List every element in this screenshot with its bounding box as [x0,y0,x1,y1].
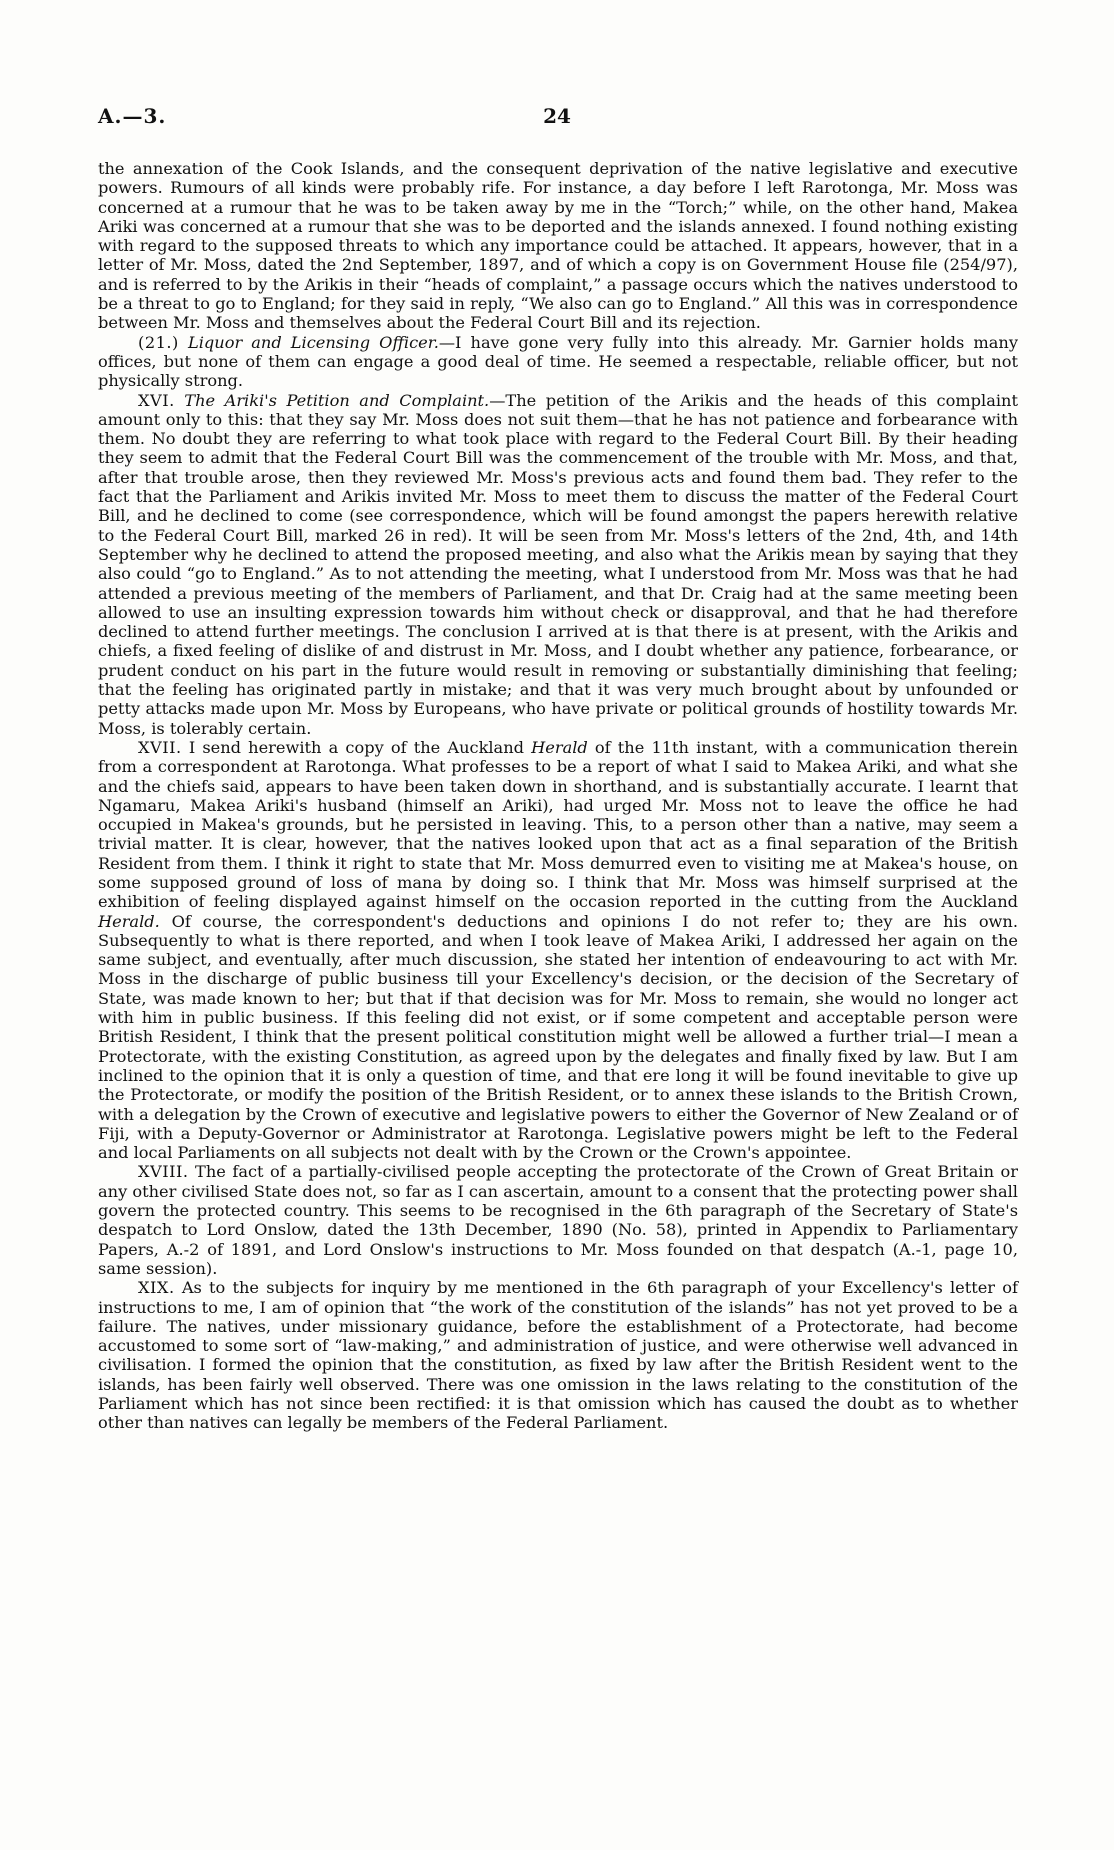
section-heading: Liquor and Licensing Officer. [187,332,439,352]
paragraph-text: of the 11th instant, with a communication therein from a correspondent at Rarotonga. What professes to be a report of what I said to Makea Ariki, and what she and the chiefs said, appears to have been taken down in shorthand, and is substantially accurate. I learnt that Ngamaru, Makea Ariki's husband (himself an Ariki), had urged Mr. Moss not to leave the office he had occupied in Makea's grounds, but he persisted in leaving. This, to a person other than a native, may seem a trivial matter. It is clear, however, that the natives looked upon that act as a final separation of the British Resident from them. I think it right to state that Mr. Moss demurred even to visiting me at Makea's house, on some supposed ground of loss of mana by doing so. I think that Mr. Moss was himself surprised at the exhibition of feeling displayed against himself on the occasion reported in the cutting from the Auckland [98,737,1018,912]
newspaper-title: Herald. [98,911,160,931]
page-number: 24 [543,104,571,128]
paragraph-xvii [98,738,1018,1163]
section-number: (21.) [138,332,179,352]
paragraph-liquor-officer [98,333,1018,391]
section-heading: The Ariki's Petition and Complaint. [184,390,490,410]
paragraph-text: Of course, the correspondent's deductions and opinions I do not refer to; they are his own. Subsequently to what is there reported, and when I took leave of Makea Ariki, I addressed her again on the same subject, and eventually, after much discussion, she stated her intention of endeavouring to act with Mr. Moss in the discharge of public business till your Excellency's decision, or the decision of the Secretary of State, was made known to her; but that if that decision was for Mr. Moss to remain, she would no longer act with him in public business. If this feeling did not exist, or if some competent and acceptable person were British Resident, I think that the present political constitution might well be allowed a further trial—I mean a Protectorate, with the existing Constitution, as agreed upon by the delegates and finally fixed by law. But I am inclined to the opinion that it is only a question of time, and that ere long it will be found inevitable to give up the Protectorate, or modify the position of the British Resident, or to annex these islands to the British Crown, with a delegation by the Crown of executive and legislative powers to either the Governor of New Zealand or of Fiji, with a Deputy-Governor or Administrator at Rarotonga. Legislative powers might be left to the Federal and local Parliaments on all subjects not dealt with by the Crown or the Crown's appointee. [98,911,1018,1163]
section-number: XVIII. [138,1162,189,1182]
paragraph-text: As to the subjects for inquiry by me mentioned in the 6th paragraph of your Excellency's letter of instructions to me, I am of opinion that “the work of the constitution of the islands” has not yet proved to be a failure. The natives, under missionary guidance, before the establishment of a Protectorate, had become accustomed to some sort of “law-making,” and administration of justice, and were otherwise well advanced in civilisation. I formed the opinion that the constitution, as fixed by law after the British Resident went to the islands, has been fairly well observed. There was one omission in the laws relating to the constitution of the Parliament which has not since been rectified: it is that omission which has caused the doubt as to whether other than natives can legally be members of the Federal Parliament. [98,1278,1018,1433]
page-header [98,104,1016,134]
paragraph-text: I send herewith a copy of the Auckland [188,737,532,757]
paragraph-text: —I have gone very fully into this already. Mr. Garnier holds many offices, but none of them can engage a good deal of time. He seemed a respectable, reliable officer, but not physically strong. [98,332,1018,391]
paragraph-text: —The petition of the Arikis and the heads of this complaint amount only to this: that they say Mr. Moss does not suit them—that he has not patience and forbearance with them. No doubt they are referring to what took place with regard to the Federal Court Bill. By their heading they seem to admit that the Federal Court Bill was the commencement of the trouble with Mr. Moss, and that, after that trouble arose, then they reviewed Mr. Moss's previous acts and found them bad. They refer to the fact that the Parliament and Arikis invited Mr. Moss to meet them to discuss the matter of the Federal Court Bill, and he declined to come (see correspondence, which will be found amongst the papers herewith relative to the Federal Court Bill, marked 26 in red). It will be seen from Mr. Moss's letters of the 2nd, 4th, and 14th September why he declined to attend the proposed meeting, and also what the Arikis mean by saying that they also could “go to England.” As to not attending the meeting, what I understood from Mr. Moss was that he had attended a previous meeting of the members of Parliament, and that Dr. Craig had at the same meeting been allowed to use an insulting expression towards him without check or disapproval, and that he had therefore declined to attend further meetings. The conclusion I arrived at is that there is at present, with the Arikis and chiefs, a fixed feeling of dislike of and distrust in Mr. Moss, and I doubt whether any patience, forbearance, or prudent conduct on his part in the future would result in removing or substantially diminishing that feeling; that the feeling has originated partly in mistake; and that it was very much brought about by unfounded or petty attacks made upon Mr. Moss by Europeans, who have private or political grounds of hostility towards Mr. Moss, is tolerably certain. [98,390,1018,738]
section-number: XVI. [138,390,175,410]
paragraph-annexation [98,159,1018,333]
section-number: XVII. [138,737,182,757]
paragraph-xvi [98,391,1018,738]
paragraph-text: The fact of a partially-civilised people accepting the protectorate of the Crown of Great Britain or any other civilised State does not, so far as I can ascertain, amount to a consent that the protecting power shall govern the protected country. This seems to be recognised in the 6th paragraph of the Secretary of State's despatch to Lord Onslow, dated the 13th December, 1890 (No. 58), printed in Appendix to Parliamentary Papers, A.-2 of 1891, and Lord Onslow's instructions to Mr. Moss founded on that despatch (A.-1, page 10, same session). [98,1162,1018,1278]
paragraph-xix [98,1278,1018,1432]
body-text [98,159,1018,1433]
document-reference: A.—3. [98,104,167,128]
newspaper-title: Herald [531,737,588,757]
section-number: XIX. [138,1278,175,1298]
paragraph-text: the annexation of the Cook Islands, and the consequent deprivation of the native legislative and executive powers. Rumours of all kinds were probably rife. For instance, a day before I left Rarotonga, Mr. Moss was concerned at a rumour that he was to be taken away by me in the “Torch;” while, on the other hand, Makea Ariki was concerned at a rumour that she was to be deported and the islands annexed. I found nothing existing with regard to the supposed threats to which any importance could be attached. It appears, however, that in a letter of Mr. Moss, dated the 2nd September, 1897, and of which a copy is on Government House file (254/97), and is referred to by the Arikis in their “heads of complaint,” a passage occurs which the natives understood to be a threat to go to England; for they said in reply, “We also can go to England.” All this was in correspondence between Mr. Moss and themselves about the Federal Court Bill and its rejection. [98,159,1018,333]
paragraph-xviii [98,1162,1018,1278]
